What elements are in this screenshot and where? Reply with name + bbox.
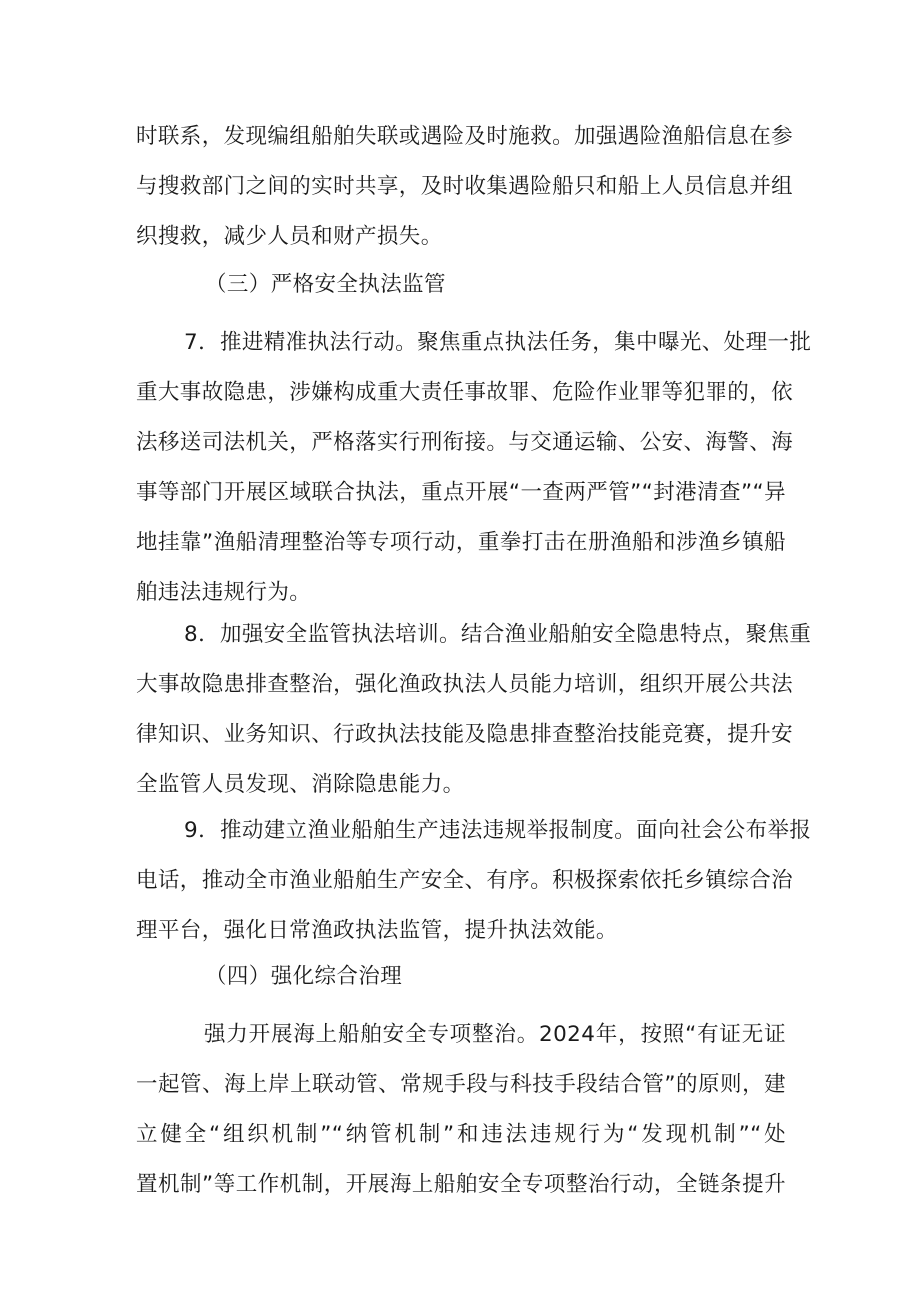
text-line: 一起管、海上岸上联动管、常规手段与科技手段结合管”的原则，建: [136, 1072, 786, 1097]
text-line: 法移送司法机关，严格落实行刑衔接。与交通运输、公安、海警、海: [136, 430, 794, 455]
text-line: 事等部门开展区域联合执法，重点开展“一查两严管”“封港清查”“异: [136, 480, 786, 505]
text-line: 织搜救，减少人员和财产损失。: [136, 224, 443, 249]
text-line: 时联系，发现编组船舶失联或遇险及时施救。加强遇险渔船信息在参: [136, 124, 794, 149]
paragraph-item-9: [136, 806, 812, 956]
text-line: 强力开展海上船舶安全专项整治。2024年，按照“有证无证: [204, 1022, 786, 1047]
text-line: 立健全“组织机制”“纳管机制”和违法违规行为“发现机制”“处: [136, 1122, 786, 1147]
text-line: 9．推动建立渔业船舶生产违法违规举报制度。面向社会公布举报: [184, 818, 812, 843]
text-line: 电话，推动全市渔业船舶生产安全、有序。积极探索依托乡镇综合治: [136, 868, 794, 893]
paragraph-item-8: [136, 610, 812, 810]
text-line: 理平台，强化日常渔政执法监管，提升执法效能。: [136, 918, 618, 943]
section-heading-3: （三）严格安全执法监管: [205, 272, 446, 297]
text-line: 律知识、业务知识、行政执法技能及隐患排查整治技能竞赛，提升安: [136, 722, 794, 747]
text-line: 8．加强安全监管执法培训。结合渔业船舶安全隐患特点，聚焦重: [184, 622, 812, 647]
section-heading-4: （四）强化综合治理: [205, 964, 403, 989]
text-line: 地挂靠”渔船清理整治等专项行动，重拳打击在册渔船和涉渔乡镇船: [136, 530, 786, 555]
text-line: 7．推进精准执法行动。聚焦重点执法任务，集中曝光、处理一批: [184, 330, 812, 355]
paragraph-item-7: [136, 318, 812, 618]
text-line: 舶违法违规行为。: [136, 580, 312, 605]
paragraph-special-rectification: [136, 1010, 786, 1210]
paragraph-search-rescue: [136, 112, 794, 262]
text-line: 大事故隐患排查整治，强化渔政执法人员能力培训，组织开展公共法: [136, 672, 794, 697]
text-line: 全监管人员发现、消除隐患能力。: [136, 772, 465, 797]
text-line: 重大事故隐患，涉嫌构成重大责任事故罪、危险作业罪等犯罪的，依: [136, 380, 794, 405]
text-line: 与搜救部门之间的实时共享，及时收集遇险船只和船上人员信息并组: [136, 174, 794, 199]
text-line: 置机制”等工作机制，开展海上船舶安全专项整治行动，全链条提升: [136, 1172, 786, 1197]
